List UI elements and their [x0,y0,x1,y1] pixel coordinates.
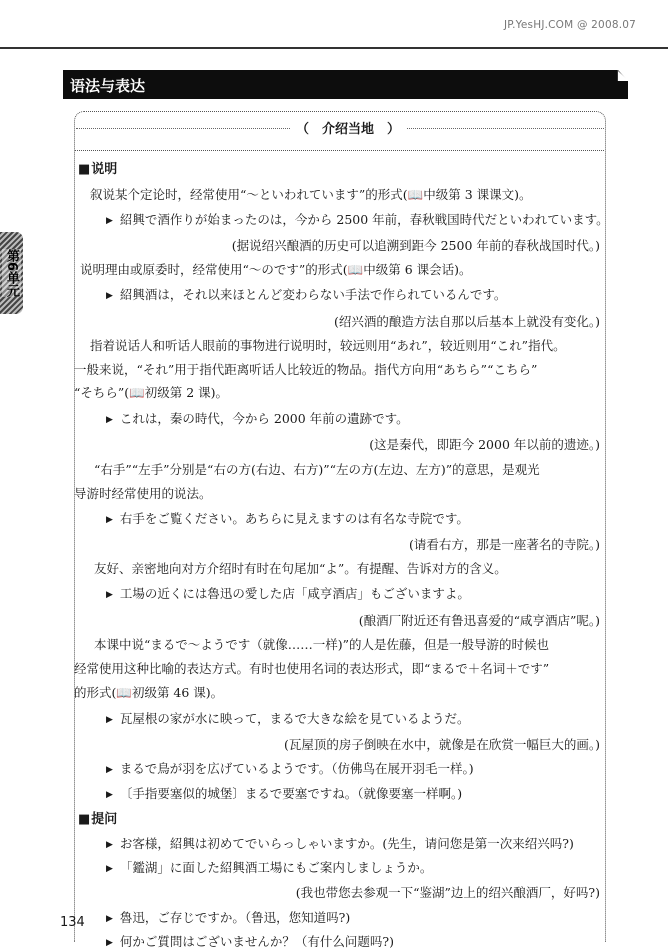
heading-questions: ■ 提问 [78,808,117,827]
page-number: 134 [60,915,85,930]
text-line: 本课中说“まるで～ようです（就像……一样)”的人是佐藤，但是一般导游的时候也 [94,637,550,652]
side-tab [0,232,23,314]
text-line: 叙说某个定论时，经常使用“～といわれています”的形式(📖中级第 3 课课文)。 [90,187,532,202]
text-line: “右手”“左手”分别是“右の方(右边、右方)”“左の方(左边、左方)”的意思，是观光 [94,462,540,477]
translation-line: (酿酒厂附近还有鲁迅喜爱的“咸亨酒店”呢。) [358,613,600,628]
example-line: ▶ 〔手指要塞似的城堡〕まるで要塞ですね。（就像要塞一样啊。) [106,784,462,802]
translation-line: (这是秦代，即距今 2000 年以前的遗迹。) [369,437,600,452]
watermark: JP.YesHJ.COM @ 2008.07 [503,19,636,31]
top-rule [0,47,668,49]
translation-line: (我也带您去参观一下“鉴湖”边上的绍兴酿酒厂，好吗?) [295,885,600,900]
text-line: 指着说话人和听话人眼前的事物进行说明时，较远则用“あれ”，较近则用“これ”指代。 [90,338,566,353]
example-line: ▶ 右手をご覧ください。あちらに見えますのは有名な寺院です。 [106,509,469,527]
translation-line: (绍兴酒的酿造方法自那以后基本上就没有变化。) [333,314,600,329]
translation-line: (据说绍兴酿酒的历史可以追溯到距今 2500 年前的春秋战国时代。) [231,238,600,253]
translation-line: (请看右方，那是一座著名的寺院。) [408,537,600,552]
example-line: ▶ 瓦屋根の家が水に映って，まるで大きな絵を見ているようだ。 [106,709,470,727]
box-separator [75,150,604,151]
text-line: 友好、亲密地向对方介绍时有时在句尾加“よ”。有提醒、告诉对方的含义。 [94,561,507,576]
example-line: ▶ お客様，紹興は初めてでいらっしゃいますか。(先生，请问您是第一次来绍兴吗?) [106,834,574,852]
translation-line: (瓦屋顶的房子倒映在水中，就像是在欣赏一幅巨大的画。) [283,737,600,752]
example-line: ▶ 紹興で酒作りが始まったのは，今から 2500 年前，春秋戦国時代だといわれています。 [106,210,609,228]
side-tab-label: 第6单元 [4,248,19,298]
text-line: 说明理由或原委时，经常使用“～のです”的形式(📖中级第 6 课会话)。 [80,262,472,277]
section-title: 语法与表达 [70,77,146,95]
text-line: “そちら”(📖初级第 2 课)。 [74,385,228,400]
example-line: ▶ 工場の近くには魯迅の愛した店「咸亨酒店」もございますよ。 [106,584,470,602]
text-line: 一般来说，“それ”用于指代距离听话人比较近的物品。指代方向用“あちら”“こちら” [74,362,538,377]
box-header-label: （ 介绍当地 ） [290,118,406,137]
text-line: 的形式(📖初级第 46 课)。 [74,685,224,700]
text-line: 导游时经常使用的说法。 [74,486,212,501]
heading-explanation: ■ 说明 [78,158,117,177]
section-band-fold-corner [617,70,629,81]
example-line: ▶ 何かご質問はございませんか？（有什么问题吗?) [106,932,394,950]
example-line: ▶ まるで鳥が羽を広げているようです。（仿佛鸟在展开羽毛一样。) [106,759,474,777]
example-line: ▶ 紹興酒は，それ以来ほとんど変わらない手法で作られているんです。 [106,285,506,303]
section-band [63,70,628,99]
text-line: 经常使用这种比喻的表达方式。有时也使用名词的表达形式，即“まるで＋名词＋です” [74,661,550,676]
example-line: ▶ 魯迅，ご存じですか。（鲁迅，您知道吗?) [106,908,350,926]
example-line: ▶ これは，秦の時代，今から 2000 年前の遺跡です。 [106,409,409,427]
example-line: ▶ 「鑑湖」に面した紹興酒工場にもご案内しましょうか。 [106,858,432,876]
